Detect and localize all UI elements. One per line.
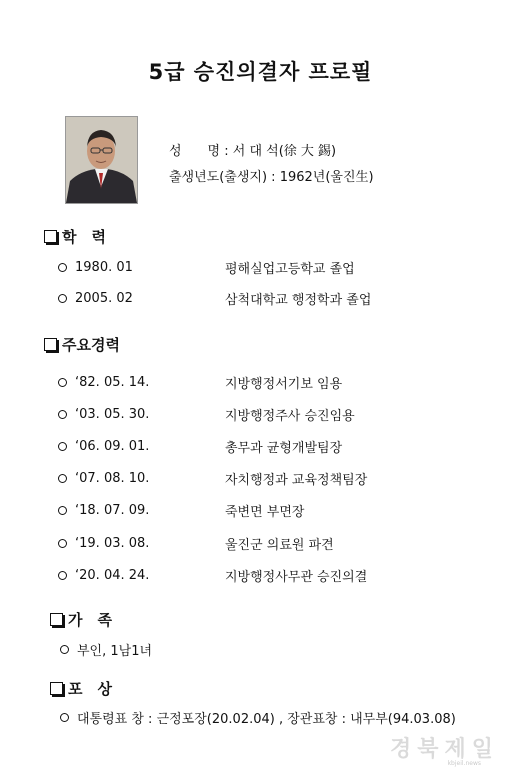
list-item (58, 566, 367, 585)
item-desc: 총무과 균형개발팀장 (225, 441, 343, 456)
item-date: ‘18. 07. 09. (75, 503, 150, 518)
item-desc: 대통령표 창 : 근정포장(20.02.04) , 장관표창 : 내무부(94.03.08) (77, 712, 456, 727)
circle-bullet-icon (58, 474, 67, 483)
circle-bullet-icon (58, 263, 67, 272)
item-desc: 지방행정주사 승진임용 (225, 409, 355, 424)
section-family (50, 609, 112, 630)
circle-bullet-icon (58, 506, 67, 515)
profile-name-line (169, 140, 336, 159)
watermark: 경북제일 (389, 737, 499, 762)
section-heading: 주요경력 (62, 336, 120, 354)
name-label: 성 명 : (169, 144, 229, 159)
list-item (58, 469, 367, 488)
section-career (44, 334, 120, 355)
item-desc: 평해실업고등학교 졸업 (225, 262, 355, 277)
circle-bullet-icon (58, 410, 67, 419)
list-item (58, 405, 355, 424)
circle-bullet-icon (58, 442, 67, 451)
item-desc: 지방행정사무관 승진의결 (225, 570, 368, 585)
item-date: 2005. 02 (75, 291, 133, 306)
person-portrait-icon (66, 117, 137, 203)
list-item (58, 258, 355, 277)
section-heading: 가 족 (68, 611, 112, 629)
section-heading: 학 력 (62, 228, 106, 246)
item-date: ‘03. 05. 30. (75, 407, 150, 422)
circle-bullet-icon (60, 713, 69, 722)
section-education (44, 226, 106, 247)
item-desc: 죽변면 부면장 (225, 505, 305, 520)
item-desc: 자치행정과 교육정책팀장 (225, 473, 368, 488)
checkbox-square-icon (44, 230, 57, 243)
item-date: ‘82. 05. 14. (75, 375, 150, 390)
item-date: ‘07. 08. 10. (75, 471, 150, 486)
checkbox-square-icon (50, 613, 63, 626)
list-item (58, 437, 342, 456)
profile-photo (65, 116, 138, 204)
circle-bullet-icon (58, 378, 67, 387)
item-date: ‘20. 04. 24. (75, 568, 150, 583)
item-date: ‘19. 03. 08. (75, 536, 150, 551)
section-awards (50, 678, 112, 699)
list-item (60, 708, 456, 727)
circle-bullet-icon (58, 294, 67, 303)
circle-bullet-icon (58, 539, 67, 548)
page-title: 5급 승진의결자 프로필 (148, 60, 373, 84)
item-date: 1980. 01 (75, 260, 133, 275)
birth-value: 1962년(울진生) (279, 170, 374, 185)
birth-label: 출생년도(출생지) : (169, 170, 276, 185)
item-desc: 부인, 1남1녀 (77, 644, 153, 659)
list-item (58, 289, 371, 308)
name-value: 서 대 석(徐 大 錫) (232, 144, 337, 159)
circle-bullet-icon (60, 645, 69, 654)
list-item (60, 640, 152, 659)
checkbox-square-icon (44, 338, 57, 351)
section-heading: 포 상 (68, 680, 112, 698)
item-desc: 지방행정서기보 임용 (225, 377, 343, 392)
list-item (58, 501, 304, 520)
item-desc: 울진군 의료원 파견 (225, 538, 334, 553)
watermark-sub: kbjeil.news (447, 760, 481, 767)
list-item (58, 373, 342, 392)
profile-birth-line (169, 166, 374, 185)
list-item (58, 534, 334, 553)
item-date: ‘06. 09. 01. (75, 439, 150, 454)
item-desc: 삼척대학교 행정학과 졸업 (225, 293, 372, 308)
checkbox-square-icon (50, 682, 63, 695)
circle-bullet-icon (58, 571, 67, 580)
